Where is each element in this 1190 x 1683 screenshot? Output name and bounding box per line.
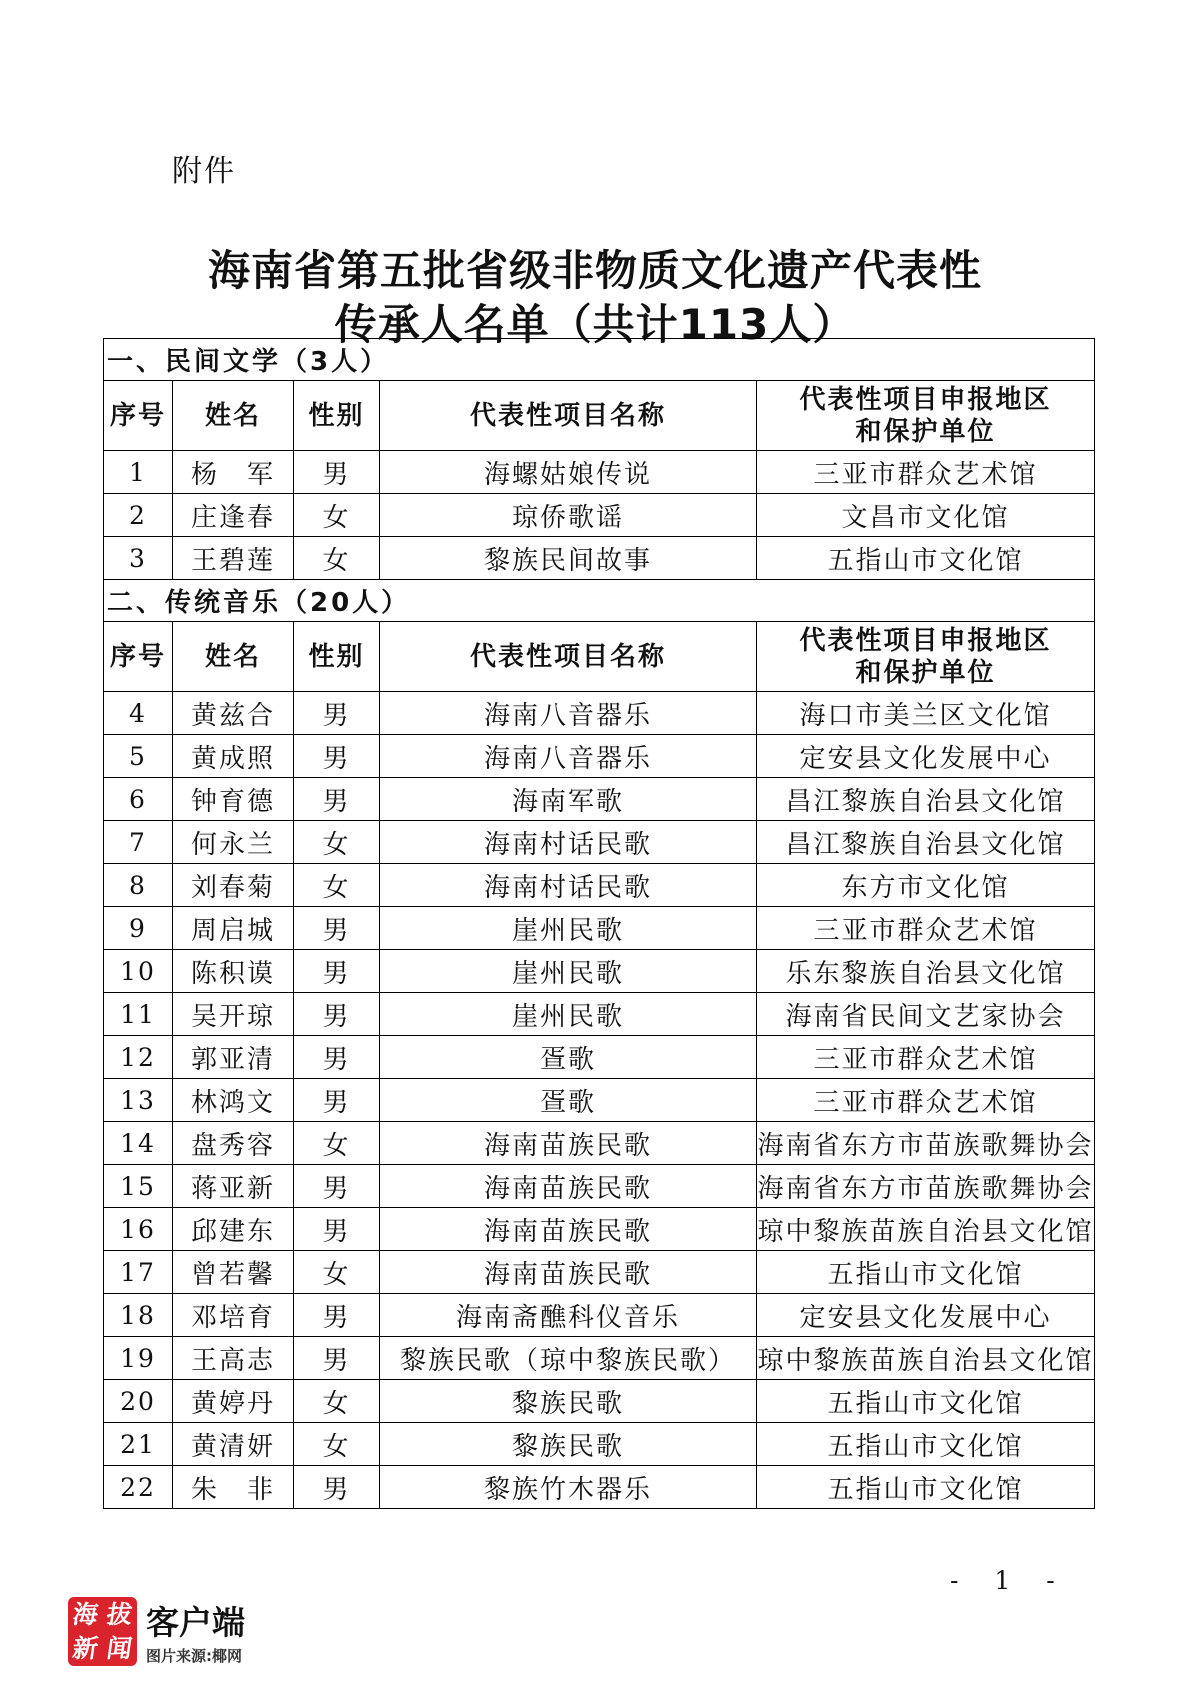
- logo-char: 新: [70, 1634, 100, 1664]
- header-seq: 序号: [104, 622, 173, 692]
- attachment-label: 附件: [172, 154, 236, 189]
- cell-project: 海南苗族民歌: [380, 1165, 757, 1208]
- cell-unit: 东方市文化馆: [757, 864, 1095, 907]
- table-row: [104, 1423, 1095, 1466]
- cell-seq: 18: [104, 1294, 173, 1337]
- cell-project: 海南苗族民歌: [380, 1122, 757, 1165]
- cell-unit: 五指山市文化馆: [757, 1423, 1095, 1466]
- cell-project: 海南村话民歌: [380, 821, 757, 864]
- cell-seq: 6: [104, 778, 173, 821]
- cell-project: 黎族民歌: [380, 1423, 757, 1466]
- cell-seq: 19: [104, 1337, 173, 1380]
- cell-gender: 男: [294, 1079, 380, 1122]
- cell-unit: 琼中黎族苗族自治县文化馆: [757, 1208, 1095, 1251]
- cell-unit: 乐东黎族自治县文化馆: [757, 950, 1095, 993]
- cell-gender: 女: [294, 821, 380, 864]
- cell-unit: 五指山市文化馆: [757, 1380, 1095, 1423]
- cell-gender: 女: [294, 1122, 380, 1165]
- cell-name: 陈积谟: [173, 950, 294, 993]
- table-row: [104, 494, 1095, 537]
- cell-gender: 女: [294, 1380, 380, 1423]
- cell-gender: 女: [294, 1251, 380, 1294]
- cell-gender: 男: [294, 1165, 380, 1208]
- cell-unit: 海南省东方市苗族歌舞协会: [757, 1122, 1095, 1165]
- table-row: [104, 821, 1095, 864]
- cell-gender: 男: [294, 1208, 380, 1251]
- header-unit: [757, 381, 1095, 451]
- cell-unit: 海南省东方市苗族歌舞协会: [757, 1165, 1095, 1208]
- cell-seq: 4: [104, 692, 173, 735]
- header-unit-line-2: 和保护单位: [855, 657, 996, 688]
- cell-seq: 11: [104, 993, 173, 1036]
- cell-project: 黎族竹木器乐: [380, 1466, 757, 1509]
- logo-char: 闻: [105, 1634, 135, 1664]
- table-row: [104, 1079, 1095, 1122]
- header-name: 姓名: [173, 622, 294, 692]
- cell-name: 杨 军: [173, 451, 294, 494]
- table-row: [104, 1208, 1095, 1251]
- cell-name: 庄逢春: [173, 494, 294, 537]
- column-header-row: [104, 381, 1095, 451]
- logo-char: 海: [70, 1599, 100, 1629]
- document-title-line-1: 海南省第五批省级非物质文化遗产代表性: [207, 246, 982, 295]
- cell-name: 黄婷丹: [173, 1380, 294, 1423]
- cell-name: 吴开琼: [173, 993, 294, 1036]
- inheritor-table-body: [104, 339, 1095, 1509]
- table-row: [104, 692, 1095, 735]
- cell-project: 疍歌: [380, 1036, 757, 1079]
- cell-unit: 三亚市群众艺术馆: [757, 1036, 1095, 1079]
- cell-name: 郭亚清: [173, 1036, 294, 1079]
- cell-gender: 男: [294, 1466, 380, 1509]
- cell-seq: 3: [104, 537, 173, 580]
- news-app-logo: [68, 1597, 137, 1666]
- cell-name: 林鸿文: [173, 1079, 294, 1122]
- header-project: 代表性项目名称: [380, 622, 757, 692]
- cell-gender: 男: [294, 1337, 380, 1380]
- cell-seq: 2: [104, 494, 173, 537]
- cell-name: 何永兰: [173, 821, 294, 864]
- cell-seq: 16: [104, 1208, 173, 1251]
- cell-name: 王碧莲: [173, 537, 294, 580]
- cell-seq: 9: [104, 907, 173, 950]
- cell-seq: 17: [104, 1251, 173, 1294]
- section-header-row: [104, 339, 1095, 381]
- table-row: [104, 1122, 1095, 1165]
- cell-name: 刘春菊: [173, 864, 294, 907]
- cell-name: 盘秀容: [173, 1122, 294, 1165]
- cell-gender: 男: [294, 993, 380, 1036]
- cell-name: 钟育德: [173, 778, 294, 821]
- cell-name: 周启城: [173, 907, 294, 950]
- cell-unit: 三亚市群众艺术馆: [757, 451, 1095, 494]
- column-header-row: [104, 622, 1095, 692]
- table-row: [104, 451, 1095, 494]
- cell-project: 海南八音器乐: [380, 692, 757, 735]
- cell-unit: 五指山市文化馆: [757, 1466, 1095, 1509]
- cell-gender: 女: [294, 494, 380, 537]
- table-row: [104, 864, 1095, 907]
- cell-project: 黎族民歌: [380, 1380, 757, 1423]
- table-row: [104, 778, 1095, 821]
- header-project: 代表性项目名称: [380, 381, 757, 451]
- table-row: [104, 1165, 1095, 1208]
- cell-project: 琼侨歌谣: [380, 494, 757, 537]
- cell-project: 崖州民歌: [380, 907, 757, 950]
- cell-name: 邱建东: [173, 1208, 294, 1251]
- cell-unit: 定安县文化发展中心: [757, 735, 1095, 778]
- cell-unit: 昌江黎族自治县文化馆: [757, 821, 1095, 864]
- cell-gender: 男: [294, 1294, 380, 1337]
- header-gender: 性别: [294, 381, 380, 451]
- inheritor-table: [103, 338, 1095, 1509]
- cell-project: 疍歌: [380, 1079, 757, 1122]
- document-title-line-2: 传承人名单（共计113人）: [334, 300, 856, 349]
- cell-seq: 13: [104, 1079, 173, 1122]
- cell-seq: 7: [104, 821, 173, 864]
- table-row: [104, 735, 1095, 778]
- cell-project: 海南村话民歌: [380, 864, 757, 907]
- watermark-client-label: 客户端: [146, 1603, 245, 1642]
- cell-project: 海螺姑娘传说: [380, 451, 757, 494]
- cell-seq: 10: [104, 950, 173, 993]
- table-row: [104, 950, 1095, 993]
- cell-project: 海南苗族民歌: [380, 1251, 757, 1294]
- table-row: [104, 1251, 1095, 1294]
- logo-char: 拔: [105, 1599, 135, 1629]
- cell-unit: 三亚市群众艺术馆: [757, 1079, 1095, 1122]
- cell-gender: 女: [294, 1423, 380, 1466]
- cell-unit: 昌江黎族自治县文化馆: [757, 778, 1095, 821]
- cell-gender: 男: [294, 1036, 380, 1079]
- cell-seq: 20: [104, 1380, 173, 1423]
- table-row: [104, 1337, 1095, 1380]
- cell-project: 黎族民歌（琼中黎族民歌）: [380, 1337, 757, 1380]
- table-row: [104, 1294, 1095, 1337]
- page-number: - 1 -: [950, 1566, 1069, 1595]
- cell-seq: 12: [104, 1036, 173, 1079]
- cell-seq: 21: [104, 1423, 173, 1466]
- cell-name: 朱 非: [173, 1466, 294, 1509]
- cell-project: 海南军歌: [380, 778, 757, 821]
- cell-gender: 男: [294, 735, 380, 778]
- cell-name: 王高志: [173, 1337, 294, 1380]
- cell-unit: 三亚市群众艺术馆: [757, 907, 1095, 950]
- table-row: [104, 993, 1095, 1036]
- section-header-row: [104, 580, 1095, 622]
- table-row: [104, 907, 1095, 950]
- cell-project: 海南苗族民歌: [380, 1208, 757, 1251]
- cell-seq: 14: [104, 1122, 173, 1165]
- cell-unit: 定安县文化发展中心: [757, 1294, 1095, 1337]
- cell-seq: 22: [104, 1466, 173, 1509]
- cell-seq: 15: [104, 1165, 173, 1208]
- cell-unit: 琼中黎族苗族自治县文化馆: [757, 1337, 1095, 1380]
- cell-unit: 五指山市文化馆: [757, 537, 1095, 580]
- cell-unit: 海南省民间文艺家协会: [757, 993, 1095, 1036]
- cell-unit: 海口市美兰区文化馆: [757, 692, 1095, 735]
- header-gender: 性别: [294, 622, 380, 692]
- cell-gender: 男: [294, 451, 380, 494]
- table-row: [104, 1466, 1095, 1509]
- cell-project: 崖州民歌: [380, 950, 757, 993]
- watermark-source-label: 图片来源:椰网: [146, 1647, 242, 1665]
- table-row: [104, 1036, 1095, 1079]
- cell-seq: 1: [104, 451, 173, 494]
- cell-seq: 5: [104, 735, 173, 778]
- cell-name: 曾若馨: [173, 1251, 294, 1294]
- cell-name: 黄兹合: [173, 692, 294, 735]
- header-unit: [757, 622, 1095, 692]
- cell-name: 黄清妍: [173, 1423, 294, 1466]
- cell-project: 海南八音器乐: [380, 735, 757, 778]
- cell-seq: 8: [104, 864, 173, 907]
- cell-name: 蒋亚新: [173, 1165, 294, 1208]
- header-unit-line-1: 代表性项目申报地区: [799, 384, 1052, 415]
- cell-gender: 男: [294, 692, 380, 735]
- header-unit-line-1: 代表性项目申报地区: [799, 625, 1052, 656]
- header-unit-line-2: 和保护单位: [855, 416, 996, 447]
- cell-project: 黎族民间故事: [380, 537, 757, 580]
- cell-name: 黄成照: [173, 735, 294, 778]
- table-row: [104, 1380, 1095, 1423]
- cell-unit: 五指山市文化馆: [757, 1251, 1095, 1294]
- header-seq: 序号: [104, 381, 173, 451]
- section-title: 一、民间文学（3人）: [104, 339, 1095, 381]
- cell-gender: 女: [294, 537, 380, 580]
- header-name: 姓名: [173, 381, 294, 451]
- cell-gender: 男: [294, 950, 380, 993]
- cell-project: 崖州民歌: [380, 993, 757, 1036]
- cell-unit: 文昌市文化馆: [757, 494, 1095, 537]
- cell-name: 邓培育: [173, 1294, 294, 1337]
- cell-gender: 男: [294, 778, 380, 821]
- cell-gender: 女: [294, 864, 380, 907]
- cell-gender: 男: [294, 907, 380, 950]
- cell-project: 海南斋醮科仪音乐: [380, 1294, 757, 1337]
- table-row: [104, 537, 1095, 580]
- section-title: 二、传统音乐（20人）: [104, 580, 1095, 622]
